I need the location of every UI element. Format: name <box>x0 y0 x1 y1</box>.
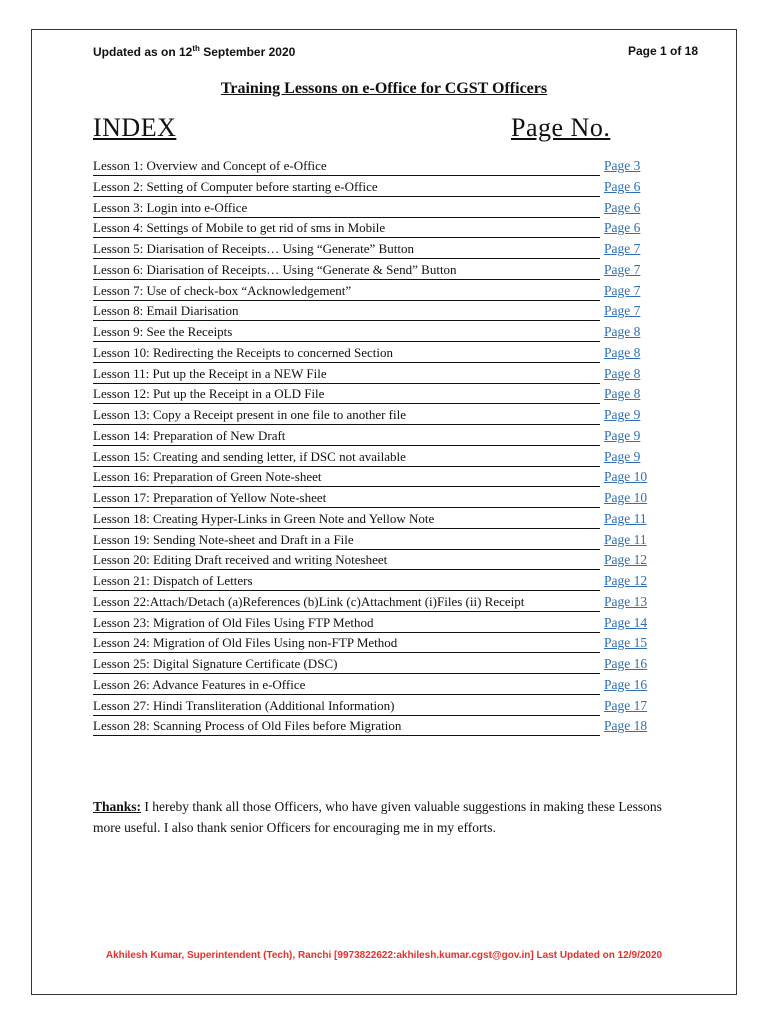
toc-row <box>93 156 653 177</box>
toc-row <box>93 218 653 239</box>
lesson-title: Lesson 26: Advance Features in e-Office <box>93 676 600 695</box>
page-link[interactable]: Page 12 <box>604 552 648 568</box>
page-link[interactable]: Page 9 <box>604 407 641 422</box>
toc-row <box>93 550 653 571</box>
page-indicator: Page 1 of 18 <box>627 44 698 58</box>
thanks-label: Thanks: <box>93 799 142 814</box>
toc-row <box>93 364 653 385</box>
lesson-title: Lesson 8: Email Diarisation <box>93 302 600 321</box>
page-link[interactable]: Page 7 <box>604 282 641 298</box>
page-link[interactable]: Page 6 <box>604 220 641 236</box>
page-link[interactable]: Page 7 <box>604 261 641 277</box>
lesson-title: Lesson 20: Editing Draft received and writing Notesheet <box>93 551 600 570</box>
toc-row <box>93 509 653 530</box>
toc-row <box>93 654 653 675</box>
lesson-title: Lesson 7: Use of check-box “Acknowledgement” <box>93 282 600 301</box>
page-link[interactable]: Page 10 <box>604 490 648 505</box>
page-no-heading: Page No. <box>511 113 611 142</box>
page-link[interactable]: Page 10 <box>604 469 648 485</box>
thanks-text: I hereby thank all those Officers, who have given valuable suggestions in making these Lessons more useful. I also thank senior Officers for encouraging me in my efforts. <box>93 799 662 835</box>
lesson-title: Lesson 16: Preparation of Green Note-sheet <box>93 468 600 487</box>
lesson-title: Lesson 11: Put up the Receipt in a NEW File <box>93 365 600 384</box>
toc-row <box>93 592 653 613</box>
toc-row <box>93 177 653 198</box>
lesson-title: Lesson 21: Dispatch of Letters <box>93 572 600 591</box>
lesson-title: Lesson 6: Diarisation of Receipts… Using “Generate & Send” Button <box>93 261 600 280</box>
page-link[interactable]: Page 16 <box>604 656 648 671</box>
lesson-title: Lesson 18: Creating Hyper-Links in Green Note and Yellow Note <box>93 510 600 529</box>
toc-row <box>93 384 653 405</box>
toc-row <box>93 405 653 426</box>
lesson-title: Lesson 13: Copy a Receipt present in one file to another file <box>93 406 600 425</box>
toc-row <box>93 343 653 364</box>
page-link[interactable]: Page 11 <box>604 531 647 547</box>
lesson-title: Lesson 17: Preparation of Yellow Note-sheet <box>93 489 600 508</box>
lesson-title: Lesson 24: Migration of Old Files Using non-FTP Method <box>93 634 600 653</box>
toc-row <box>93 198 653 219</box>
toc-row <box>93 530 653 551</box>
page-link[interactable]: Page 8 <box>604 344 641 360</box>
toc-row <box>93 447 653 468</box>
lesson-title: Lesson 1: Overview and Concept of e-Office <box>93 157 600 176</box>
toc-row <box>93 696 653 717</box>
index-heading: INDEX <box>93 113 177 142</box>
page-link[interactable]: Page 11 <box>604 510 647 526</box>
table-of-contents <box>93 156 653 737</box>
page-link[interactable]: Page 14 <box>604 614 648 630</box>
toc-row <box>93 281 653 302</box>
page-link[interactable]: Page 13 <box>604 593 648 609</box>
toc-row <box>93 571 653 592</box>
page-link[interactable]: Page 8 <box>604 324 641 339</box>
page-link[interactable]: Page 7 <box>604 303 641 319</box>
toc-row <box>93 322 653 343</box>
lesson-title: Lesson 27: Hindi Transliteration (Additional Information) <box>93 697 600 716</box>
toc-row <box>93 613 653 634</box>
lesson-title: Lesson 14: Preparation of New Draft <box>93 427 600 446</box>
lesson-title: Lesson 15: Creating and sending letter, if DSC not available <box>93 448 600 467</box>
page-link[interactable]: Page 8 <box>604 386 641 402</box>
page-link[interactable]: Page 18 <box>604 718 648 734</box>
footer-credit: Akhilesh Kumar, Superintendent (Tech), Ranchi [9973822622:akhilesh.kumar.cgst@gov.in] Last Updated on 12/9/2020 <box>105 950 663 961</box>
page-link[interactable]: Page 17 <box>604 697 648 713</box>
lesson-title: Lesson 12: Put up the Receipt in a OLD File <box>93 385 600 404</box>
lesson-title: Lesson 22:Attach/Detach (a)References (b)Link (c)Attachment (i)Files (ii) Receipt <box>93 593 600 612</box>
page-link[interactable]: Page 7 <box>604 241 641 256</box>
lesson-title: Lesson 3: Login into e-Office <box>93 199 600 218</box>
page-link[interactable]: Page 8 <box>604 365 641 381</box>
thanks-paragraph <box>93 796 693 838</box>
page-link[interactable]: Page 6 <box>604 199 641 215</box>
toc-row <box>93 675 653 696</box>
page-link[interactable]: Page 12 <box>604 573 648 588</box>
lesson-title: Lesson 10: Redirecting the Receipts to concerned Section <box>93 344 600 363</box>
page-link[interactable]: Page 3 <box>604 158 641 173</box>
page-link[interactable]: Page 15 <box>604 635 648 651</box>
toc-row <box>93 488 653 509</box>
lesson-title: Lesson 25: Digital Signature Certificate (DSC) <box>93 655 600 674</box>
lesson-title: Lesson 2: Setting of Computer before starting e-Office <box>93 178 600 197</box>
toc-row <box>93 426 653 447</box>
lesson-title: Lesson 5: Diarisation of Receipts… Using “Generate” Button <box>93 240 600 259</box>
toc-row <box>93 716 653 737</box>
page-link[interactable]: Page 16 <box>604 676 648 692</box>
toc-row <box>93 301 653 322</box>
toc-row <box>93 260 653 281</box>
page-link[interactable]: Page 9 <box>604 427 641 443</box>
lesson-title: Lesson 23: Migration of Old Files Using FTP Method <box>93 614 600 633</box>
lesson-title: Lesson 9: See the Receipts <box>93 323 600 342</box>
lesson-title: Lesson 4: Settings of Mobile to get rid of sms in Mobile <box>93 219 600 238</box>
toc-row <box>93 239 653 260</box>
page-link[interactable]: Page 9 <box>604 448 641 464</box>
lesson-title: Lesson 19: Sending Note-sheet and Draft in a File <box>93 531 600 550</box>
document-title: Training Lessons on e-Office for CGST Officers <box>220 80 548 97</box>
page-link[interactable]: Page 6 <box>604 178 641 194</box>
toc-row <box>93 633 653 654</box>
toc-row <box>93 467 653 488</box>
updated-date: Updated as on 12th September 2020 <box>93 44 296 59</box>
lesson-title: Lesson 28: Scanning Process of Old Files before Migration <box>93 717 600 736</box>
